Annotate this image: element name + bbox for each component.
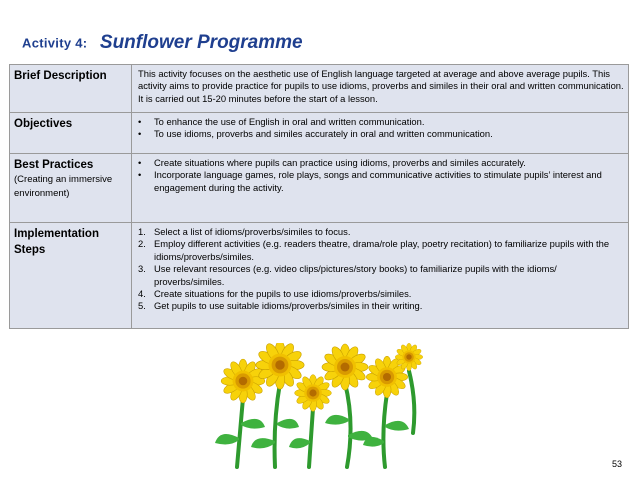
practices-label-cell (10, 154, 132, 223)
practice-bullet: • (138, 169, 142, 181)
practice-text: Incorporate language games, role plays, songs and communicative activities to stimulate pupils’ interest and engagement during the activity. (154, 169, 602, 193)
page-number: 53 (611, 459, 622, 469)
objective-bullet: • (138, 128, 142, 140)
sunflower-head (322, 344, 368, 390)
objective-text: To enhance the use of English in oral and written communication. (154, 116, 425, 127)
objective-bullet: • (138, 116, 142, 127)
objective-item (138, 116, 624, 128)
objective-text: To use idioms, proverbs and similes accurately in oral and written communication. (154, 128, 493, 140)
description-label: Brief Description (14, 70, 107, 82)
step-text: Use relevant resources (e.g. video clips/pictures/story books) to familiarize pupils with the idioms/ proverbs/similes. (154, 263, 557, 287)
step-number: 1. (138, 226, 146, 237)
steps-label: Implementation Steps (14, 228, 99, 256)
objectives-row (10, 113, 629, 154)
step-number: 5. (138, 300, 146, 312)
activity-title: Sunflower Programme (99, 32, 303, 53)
step-text: Employ different activities (e.g. readers theatre, drama/role play, poetry recitation) to familiarize pupils with the idioms/proverbs/similes. (154, 238, 610, 262)
activity-heading (22, 32, 303, 54)
practice-item (138, 157, 624, 169)
sunflower-head (295, 375, 332, 412)
step-number: 2. (138, 238, 146, 250)
step-item (138, 300, 624, 312)
practice-item (138, 169, 624, 194)
objectives-label-cell (10, 113, 132, 154)
activity-table (9, 64, 629, 329)
description-text: This activity focuses on the aesthetic use of English language targeted at average and above average pupils. This activity aims to provide practice for pupils to use idioms, proverbs and similes in their oral and written communication. It is carried out 15-20 minutes before the start of a lesson. (138, 68, 624, 104)
practice-text: Create situations where pupils can practice using idioms, proverbs and similes accurately. (154, 157, 526, 168)
objective-item (138, 128, 624, 140)
steps-label-cell (10, 223, 132, 329)
sunflowers-illustration (195, 343, 435, 471)
step-text: Select a list of idioms/proverbs/similes to focus. (154, 226, 351, 237)
practice-bullet: • (138, 157, 142, 168)
steps-row (10, 223, 629, 329)
description-row (10, 65, 629, 113)
step-number: 3. (138, 263, 146, 275)
objectives-content-cell (132, 113, 629, 154)
step-item (138, 288, 624, 300)
practices-label: Best Practices (14, 159, 94, 171)
practices-content-cell (132, 154, 629, 223)
step-text: Get pupils to use suitable idioms/proverbs/similes in their writing. (154, 300, 423, 312)
description-label-cell (10, 65, 132, 113)
step-item (138, 263, 624, 288)
description-content-cell (132, 65, 629, 113)
practices-sublabel: (Creating an immersive environment) (14, 174, 113, 199)
step-item (138, 238, 624, 263)
objectives-label: Objectives (14, 118, 73, 130)
step-number: 4. (138, 288, 146, 300)
practices-row (10, 154, 629, 223)
step-item (138, 226, 624, 238)
step-text: Create situations for the pupils to use idioms/proverbs/similes. (154, 288, 412, 300)
activity-number: Activity 4: (22, 35, 88, 51)
steps-content-cell (132, 223, 629, 329)
